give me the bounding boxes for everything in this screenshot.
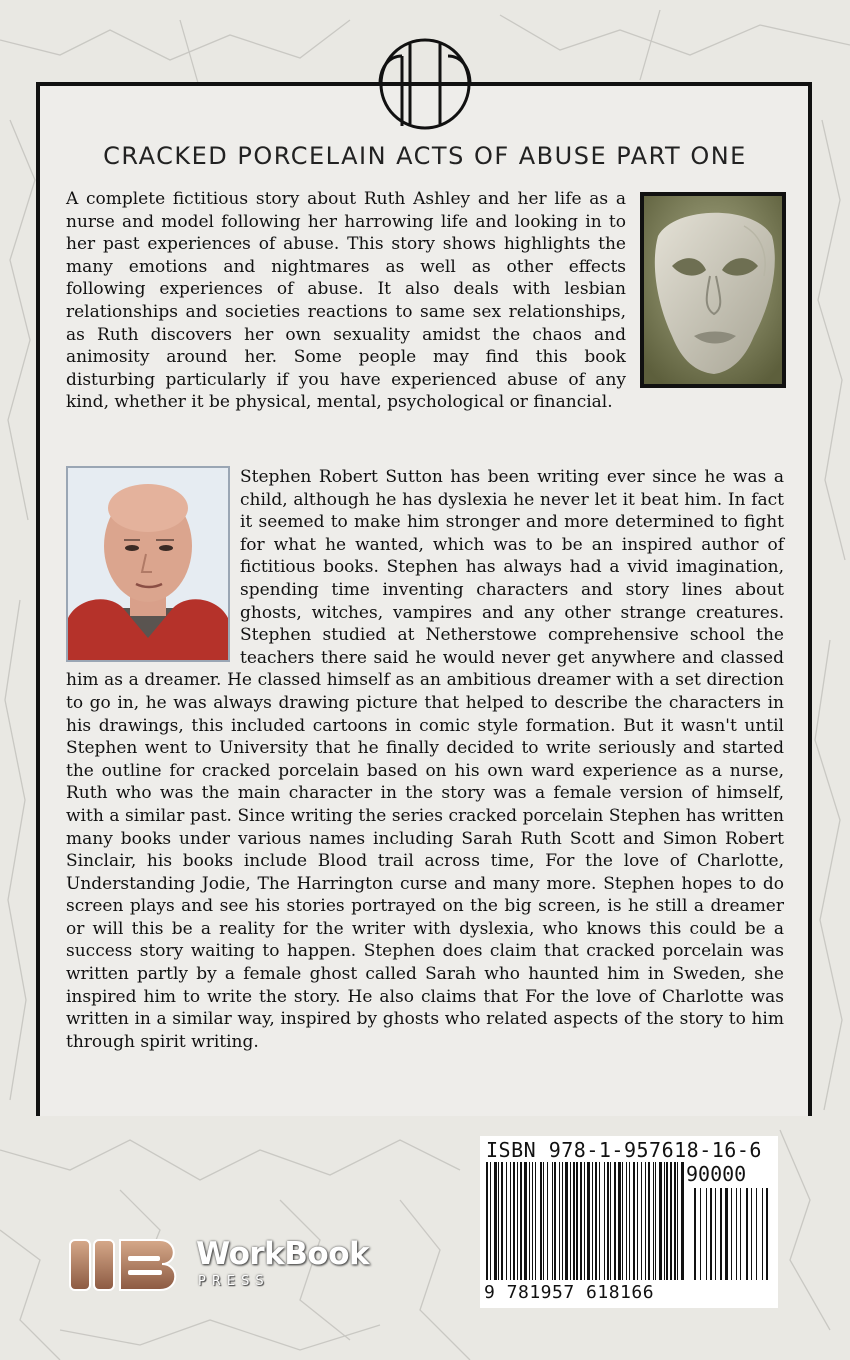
addon-bar <box>746 1188 748 1280</box>
barcode-bar <box>529 1162 530 1280</box>
addon-bar <box>710 1188 712 1280</box>
barcode-bar <box>655 1162 656 1280</box>
barcode-bar <box>547 1162 548 1280</box>
barcode-bar <box>645 1162 646 1280</box>
addon-bar <box>715 1188 716 1280</box>
barcode-bar <box>565 1162 568 1280</box>
barcode-bar <box>520 1162 522 1280</box>
barcode-bar <box>626 1162 627 1280</box>
addon-bar <box>751 1188 752 1280</box>
isbn-addon: 90000 <box>686 1162 747 1186</box>
barcode-bar <box>562 1162 563 1280</box>
barcode-bar <box>498 1162 499 1280</box>
barcode-bar <box>532 1162 533 1280</box>
barcode-bar <box>641 1162 642 1280</box>
synopsis <box>66 188 786 414</box>
publisher-name: WorkBook <box>196 1236 370 1272</box>
addon-bar <box>731 1188 732 1280</box>
isbn-barcode <box>480 1136 778 1308</box>
barcode-bar <box>670 1162 672 1280</box>
addon-bar <box>766 1188 768 1280</box>
synopsis-text: A complete fictitious story about Ruth Ashley and her life as a nurse and model following her harrowing life and looking in to her past experiences of abuse. This story shows highlights the many emotions and nightmares as well as other effects following experiences of abuse. It also deals with lesbian relationships and societies reactions to same sex relationships, as Ruth discovers her own sexuality amidst the chaos and animosity around her. Some people may find this book disturbing particularly if you have experienced abuse of any kind, whether it be physical, mental, psychological or financial. <box>66 189 626 413</box>
barcode-bar <box>524 1162 527 1280</box>
addon-bar <box>700 1188 701 1280</box>
barcode-bar <box>552 1162 553 1280</box>
barcode-bar <box>648 1162 650 1280</box>
addon-bar <box>725 1188 728 1280</box>
barcode-bar <box>599 1162 600 1280</box>
barcode-bar <box>494 1162 497 1280</box>
addon-bar <box>720 1188 722 1280</box>
barcode-bar <box>664 1162 665 1280</box>
addon-bar <box>694 1188 696 1280</box>
addon-bar <box>756 1188 757 1280</box>
barcode-bar <box>681 1162 684 1280</box>
barcode-bar <box>517 1162 518 1280</box>
barcode-bar <box>592 1162 593 1280</box>
barcode-bar <box>629 1162 630 1280</box>
barcode-bar <box>677 1162 678 1280</box>
author-photo <box>66 466 230 662</box>
barcode-bar <box>674 1162 676 1280</box>
author-bio <box>66 466 784 1053</box>
barcode-bar <box>490 1162 491 1280</box>
barcode-bars <box>486 1162 776 1286</box>
publisher-logo <box>66 1234 396 1298</box>
author-monogram-logo <box>350 36 500 132</box>
addon-bar <box>762 1188 763 1280</box>
addon-bar <box>740 1188 741 1280</box>
barcode-bar <box>610 1162 611 1280</box>
barcode-bar <box>584 1162 585 1280</box>
barcode-bar <box>501 1162 503 1280</box>
barcode-bar <box>622 1162 623 1280</box>
barcode-bar <box>535 1162 536 1280</box>
publisher-subtitle: PRESS <box>198 1274 270 1289</box>
barcode-bar <box>576 1162 578 1280</box>
publisher-book-icon <box>66 1234 186 1296</box>
bio-text: Stephen Robert Sutton has been writing ever since he was a child, although he has dyslexia he never let it beat him. In fact it seemed to make him stronger and more determined to fight for what he wanted, which was to be an inspired author of fictitious books. Stephen has always had a vivid imagination, spending time inventing characters and story lines about ghosts, witches, vampires and any other strange creatures. Stephen studied at Netherstowe comprehensive school the teachers there said he would never get anywhere and classed him as a dreamer. He classed himself as an ambitious dreamer with a set direction to go in, he was always drawing picture that helped to describe the characters in his drawings, this included cartoons in comic style formation. But it wasn't until Stephen went to University that he finally decided to write seriously and started the outline for cracked porcelain based on his own ward experience as a nurse, Ruth who was the main character in the story was a female version of himself, with a similar past. Since writing the series cracked porcelain Stephen has written many books under various names including Sarah Ruth Scott and Simon Robert Sinclair, his books include Blood trail across time, For the love of Charlotte, Understanding Jodie, The Harrington curse and many more. Stephen hopes to do screen plays and see his stories portrayed on the big screen, is he still a dreamer or will this be a reality for the writer with dyslexia, who knows this could be a success story waiting to happen. Stephen does claim that cracked porcelain was written partly by a female ghost called Sarah who haunted him in Sweden, she inspired him to write the story. He also claims that For the love of Charlotte was written in a similar way, inspired by ghosts who related aspects of the story to him through spirit writing. <box>66 467 784 1052</box>
barcode-bar <box>607 1162 609 1280</box>
barcode-bar <box>587 1162 590 1280</box>
barcode-bar <box>543 1162 544 1280</box>
mask-image <box>640 192 786 388</box>
book-title: CRACKED PORCELAIN ACTS OF ABUSE PART ONE <box>103 142 747 170</box>
barcode-digits: 9 781957 618166 <box>484 1282 655 1303</box>
barcode-bar <box>653 1162 654 1280</box>
barcode-bar <box>513 1162 515 1280</box>
barcode-bar <box>659 1162 662 1280</box>
barcode-bar <box>618 1162 621 1280</box>
barcode-bar <box>506 1162 507 1280</box>
addon-bar <box>706 1188 707 1280</box>
barcode-bar <box>559 1162 560 1280</box>
barcode-bar <box>614 1162 616 1280</box>
addon-bar <box>736 1188 737 1280</box>
barcode-bar <box>604 1162 605 1280</box>
barcode-bar <box>486 1162 488 1280</box>
barcode-bar <box>666 1162 668 1280</box>
barcode-bar <box>554 1162 556 1280</box>
barcode-bar <box>633 1162 635 1280</box>
isbn-label: ISBN 978-1-957618-16-6 <box>486 1138 762 1162</box>
barcode-bar <box>570 1162 571 1280</box>
barcode-bar <box>580 1162 582 1280</box>
barcode-bar <box>637 1162 638 1280</box>
barcode-bar <box>573 1162 575 1280</box>
barcode-bar <box>595 1162 597 1280</box>
barcode-bar <box>510 1162 511 1280</box>
barcode-bar <box>540 1162 542 1280</box>
